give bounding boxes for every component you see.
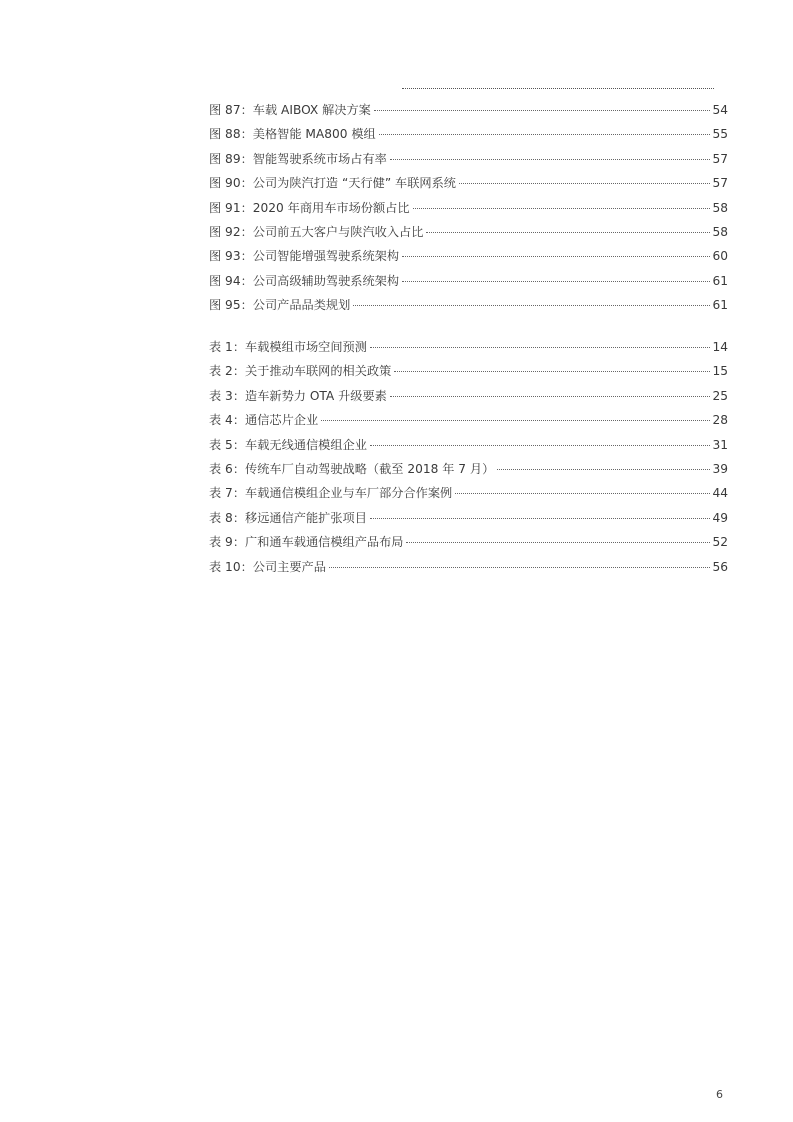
toc-entry-table[interactable] — [209, 433, 728, 457]
dot-leader — [402, 280, 710, 282]
toc-entry-figure[interactable] — [209, 244, 728, 268]
toc-entry-table[interactable] — [209, 335, 728, 359]
toc-entry-figure[interactable] — [209, 122, 728, 146]
figure-list — [209, 98, 728, 318]
entry-page: 55 — [712, 127, 728, 142]
dot-leader — [379, 133, 711, 135]
entry-page: 58 — [712, 224, 728, 239]
toc-entry-figure[interactable] — [209, 293, 728, 317]
dot-leader — [426, 231, 710, 233]
toc-entry-table[interactable] — [209, 481, 728, 505]
dot-leader — [370, 444, 711, 446]
dot-leader — [459, 182, 711, 184]
entry-page: 14 — [712, 340, 728, 354]
dot-leader — [329, 566, 711, 568]
toc-continuation-leader — [402, 80, 714, 89]
entry-page: 56 — [712, 559, 728, 574]
dot-leader — [394, 370, 710, 372]
entry-page: 25 — [712, 388, 728, 403]
entry-label: 图 90：公司为陕汽打造 “天行健” 车联网系统 — [209, 176, 456, 191]
entry-page: 49 — [712, 510, 728, 525]
dot-leader — [497, 468, 710, 470]
entry-page: 52 — [712, 535, 728, 550]
dot-leader — [455, 492, 710, 494]
entry-page: 15 — [712, 364, 728, 379]
entry-label: 图 87：车载 AIBOX 解决方案 — [209, 103, 371, 117]
entry-label: 表 5：车载无线通信模组企业 — [209, 437, 367, 452]
dot-leader — [374, 109, 711, 111]
entry-label: 表 4：通信芯片企业 — [209, 413, 319, 428]
entry-page: 57 — [712, 151, 728, 166]
entry-page: 61 — [712, 298, 728, 313]
toc-entry-figure[interactable] — [209, 171, 728, 195]
toc-entry-figure[interactable] — [209, 98, 728, 122]
toc-entry-table[interactable] — [209, 506, 728, 530]
toc-entry-figure[interactable] — [209, 147, 728, 171]
entry-page: 60 — [712, 249, 728, 264]
entry-page: 57 — [712, 176, 728, 191]
entry-page: 61 — [712, 273, 728, 288]
dot-leader — [390, 395, 711, 397]
entry-page: 39 — [712, 461, 728, 476]
dot-leader — [370, 346, 711, 348]
page-number: 6 — [716, 1088, 723, 1101]
entry-label: 图 92：公司前五大客户与陕汽收入占比 — [209, 224, 424, 239]
dot-leader — [402, 255, 710, 257]
dot-leader — [370, 517, 711, 519]
entry-label: 图 94：公司高级辅助驾驶系统架构 — [209, 273, 400, 288]
entry-page: 44 — [712, 486, 728, 501]
entry-label: 表 2：关于推动车联网的相关政策 — [209, 364, 392, 379]
entry-page: 31 — [712, 437, 728, 452]
toc-entry-table[interactable] — [209, 530, 728, 554]
toc-entry-table[interactable] — [209, 555, 728, 579]
entry-label: 图 93：公司智能增强驾驶系统架构 — [209, 249, 400, 264]
entry-label: 表 3：造车新势力 OTA 升级要素 — [209, 388, 387, 403]
table-list — [209, 335, 728, 579]
entry-label: 图 89：智能驾驶系统市场占有率 — [209, 151, 387, 166]
entry-label: 表 8：移远通信产能扩张项目 — [209, 510, 367, 525]
entry-label: 表 6：传统车厂自动驾驶战略（截至 2018 年 7 月） — [209, 461, 495, 476]
entry-label: 图 95：公司产品品类规划 — [209, 298, 351, 313]
entry-page: 28 — [712, 413, 728, 428]
toc-entry-figure[interactable] — [209, 196, 728, 220]
entry-label: 图 91：2020 年商用车市场份额占比 — [209, 200, 410, 215]
dot-leader — [406, 541, 710, 543]
dot-leader — [413, 207, 711, 209]
entry-page: 58 — [712, 200, 728, 215]
toc-entry-table[interactable] — [209, 457, 728, 481]
toc-entry-figure[interactable] — [209, 220, 728, 244]
toc-entry-table[interactable] — [209, 384, 728, 408]
entry-page: 54 — [712, 103, 728, 117]
entry-label: 表 10：公司主要产品 — [209, 559, 326, 574]
dot-leader — [321, 419, 710, 421]
dot-leader — [353, 304, 710, 306]
dot-leader — [390, 158, 711, 160]
toc-entry-figure[interactable] — [209, 269, 728, 293]
entry-label: 表 7：车载通信模组企业与车厂部分合作案例 — [209, 486, 453, 501]
entry-label: 表 1：车载模组市场空间预测 — [209, 340, 367, 354]
toc-entry-table[interactable] — [209, 359, 728, 383]
entry-label: 表 9：广和通车载通信模组产品布局 — [209, 535, 404, 550]
toc-entry-table[interactable] — [209, 408, 728, 432]
entry-label: 图 88：美格智能 MA800 模组 — [209, 127, 376, 142]
